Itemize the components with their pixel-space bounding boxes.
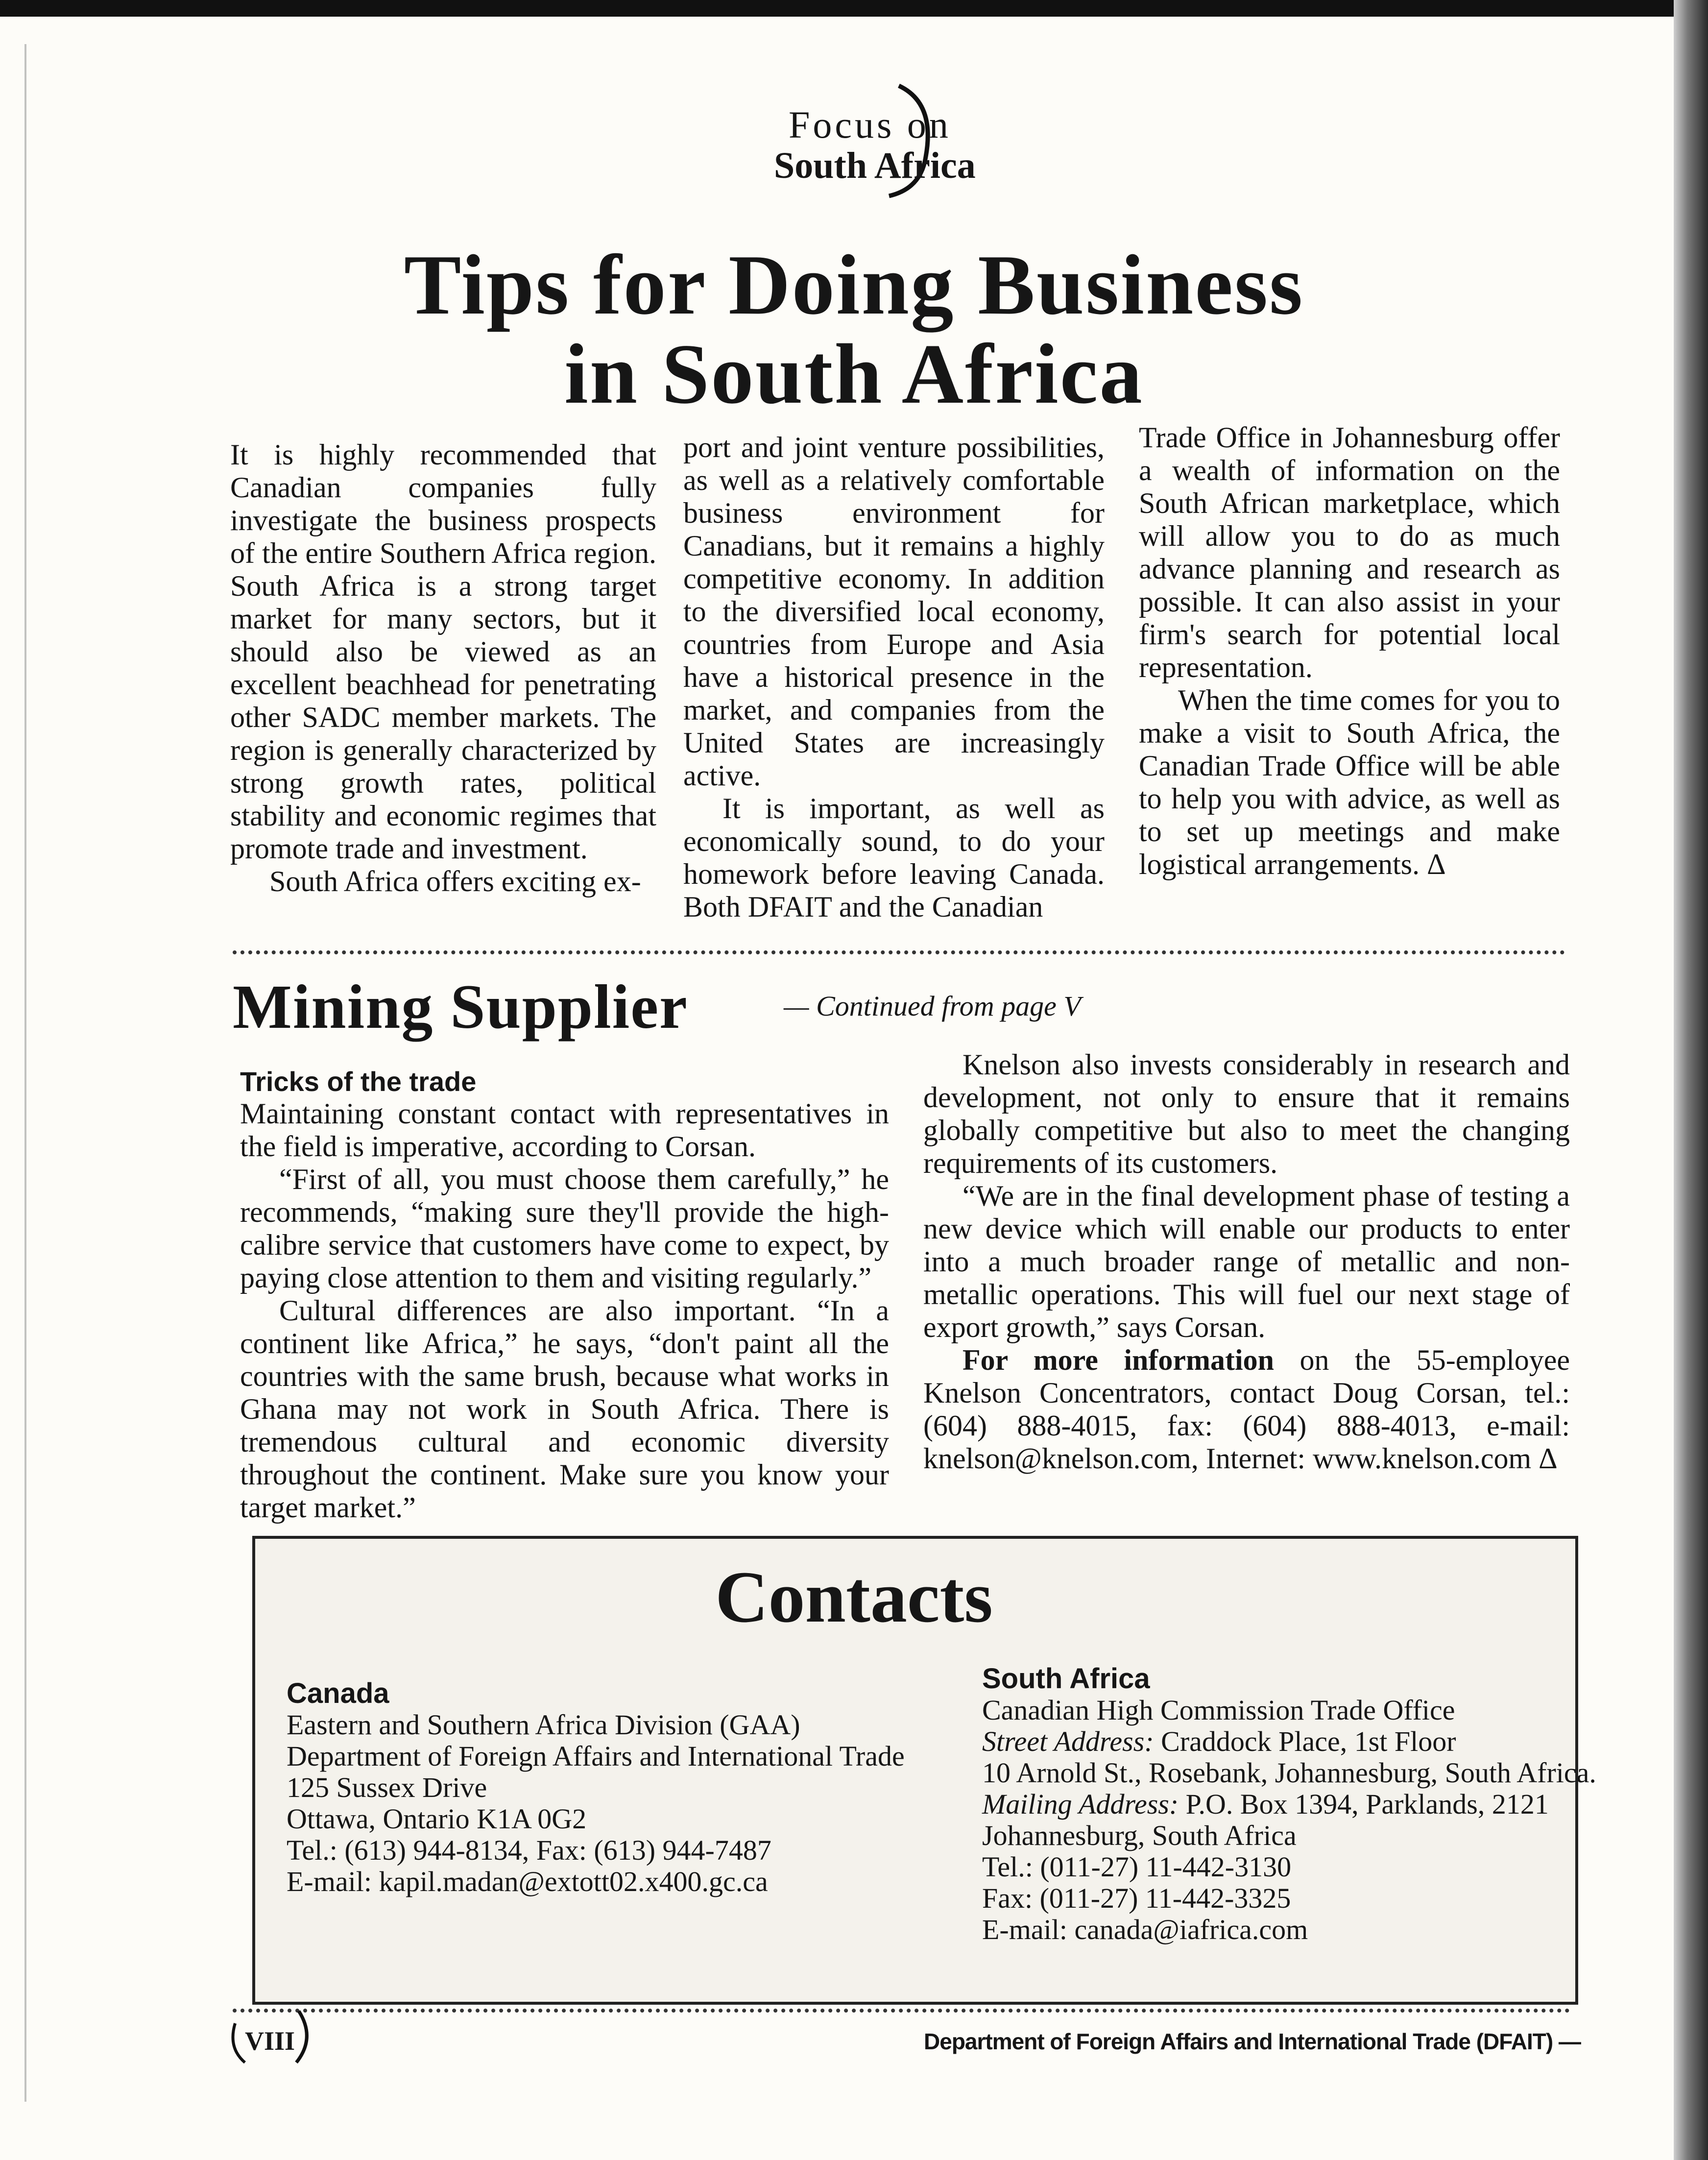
contact-line xyxy=(982,1789,1596,1820)
contacts-canada xyxy=(287,1678,905,1897)
contact-line: Tel.: (011-27) 11-442-3130 xyxy=(982,1851,1292,1883)
scan-top-border xyxy=(0,0,1708,17)
focus-line-2: South Africa xyxy=(774,145,976,186)
footer-department: Department of Foreign Affairs and International Trade (DFAIT) — xyxy=(924,2029,1581,2054)
focus-line-1: Focus on xyxy=(789,103,951,146)
street-label: Street Address: xyxy=(982,1725,1154,1757)
paragraph: Trade Office in Johannesburg offer a wealth of information on the South African marketplace, which will allow you to do as much advance planning and research as possible. It can also assist in your firm's search for potential local representation. xyxy=(1139,421,1560,683)
contact-line: 10 Arnold St., Rosebank, Johannesburg, South Africa. xyxy=(982,1757,1596,1789)
contact-line: Department of Foreign Affairs and International Trade xyxy=(287,1740,905,1772)
subheading: Tricks of the trade xyxy=(240,1066,477,1097)
contact-line: Tel.: (613) 944-8134, Fax: (613) 944-7487 xyxy=(287,1834,771,1866)
south-africa-heading: South Africa xyxy=(982,1663,1150,1695)
page-number-text: VIII xyxy=(245,2026,295,2056)
article1-column-1 xyxy=(230,438,656,898)
canada-heading: Canada xyxy=(287,1677,389,1709)
contact-line: Ottawa, Ontario K1A 0G2 xyxy=(287,1803,587,1835)
contact-email: E-mail: canada@iafrica.com xyxy=(982,1914,1308,1945)
mailing-value: P.O. Box 1394, Parklands, 2121 xyxy=(1179,1788,1549,1820)
contact-line: Fax: (011-27) 11-442-3325 xyxy=(982,1882,1291,1914)
contacts-title: Contacts xyxy=(715,1556,993,1638)
paragraph xyxy=(923,1344,1570,1475)
paragraph: It is important, as well as economically sound, to do your homework before leaving Canada. Both DFAIT and the Canadian xyxy=(683,792,1105,923)
article-title xyxy=(0,237,1708,421)
mailing-label: Mailing Address: xyxy=(982,1788,1179,1820)
contacts-south-africa xyxy=(982,1663,1596,1945)
paragraph: port and joint venture possibilities, as well as a relatively comfortable business environment for Canadians, but it remains a highly competitive economy. In addition to the diversified local economy, countries from Europe and Asia have a historical presence in the market, and companies from the United States are increasingly active. xyxy=(683,431,1105,792)
page-number xyxy=(225,2009,313,2067)
article1-column-3 xyxy=(1139,421,1560,881)
contact-line: Johannesburg, South Africa xyxy=(982,1820,1297,1851)
paragraph: It is highly recommended that Canadian companies fully investigate the business prospects of the entire Southern Africa region. South Africa is a strong target market for many sectors, but it should also be viewed as an excellent beachhead for penetrating other SADC member markets. The region is generally characterized by strong growth rates, political stability and economic regimes that promote trade and investment. xyxy=(230,438,656,865)
paragraph: “We are in the final development phase of testing a new device which will enable our products to enter into a much broader range of metallic and non-metallic operations. This will fuel our next stage of export growth,” says Corsan. xyxy=(923,1180,1570,1343)
continued-note: — Continued from page V xyxy=(784,990,1081,1022)
contact-line xyxy=(982,1726,1596,1757)
section-divider xyxy=(233,950,1565,954)
section-title: Mining Supplier xyxy=(233,972,688,1042)
focus-logo xyxy=(774,83,1029,201)
article2-column-left xyxy=(240,1097,889,1524)
paragraph: Cultural differences are also important. “In a continent like Africa,” he says, “don't paint all the countries with the same brush, because what works in Ghana may not work in South Africa. There is tremendous cultural and economic diversity throughout the continent. Make sure you know your target market.” xyxy=(240,1294,889,1524)
title-line-1: Tips for Doing Business xyxy=(404,237,1304,332)
paragraph: South Africa offers exciting ex- xyxy=(269,865,641,898)
paragraph-text: on the 55-employee Knelson Concentrators, contact Doug Corsan, tel.: (604) 888-4015, fax: (604) 888-4013, e-mail: knelson@knelson.com, Internet: www.knelson.com Δ xyxy=(923,1344,1570,1475)
article1-column-2 xyxy=(683,431,1105,923)
title-line-2: in South Africa xyxy=(564,326,1144,421)
contact-line: Canadian High Commission Trade Office xyxy=(982,1694,1455,1726)
paragraph: Maintaining constant contact with representatives in the field is imperative, according to Corsan. xyxy=(240,1097,889,1163)
bold-lead: For more information xyxy=(962,1344,1274,1376)
paragraph: Knelson also invests considerably in research and development, not only to ensure that it remains globally competitive but also to meet the changing requirements of its customers. xyxy=(923,1048,1570,1179)
contact-email: E-mail: kapil.madan@extott02.x400.gc.ca xyxy=(287,1866,768,1897)
article2-column-right xyxy=(923,1048,1570,1475)
paragraph: When the time comes for you to make a visit to South Africa, the Canadian Trade Office will be able to help you with advice, as well as to set up meetings and make logistical arrangements. Δ xyxy=(1139,684,1560,880)
contact-line: Eastern and Southern Africa Division (GAA) xyxy=(287,1709,800,1741)
paragraph: “First of all, you must choose them carefully,” he recommends, “making sure they'll provide the high-calibre service that customers have come to expect, by paying close attention to them and visiting regularly.” xyxy=(240,1163,889,1294)
street-value: Craddock Place, 1st Floor xyxy=(1154,1725,1456,1757)
contact-line: 125 Sussex Drive xyxy=(287,1772,487,1803)
footer-divider xyxy=(233,2009,1570,2013)
